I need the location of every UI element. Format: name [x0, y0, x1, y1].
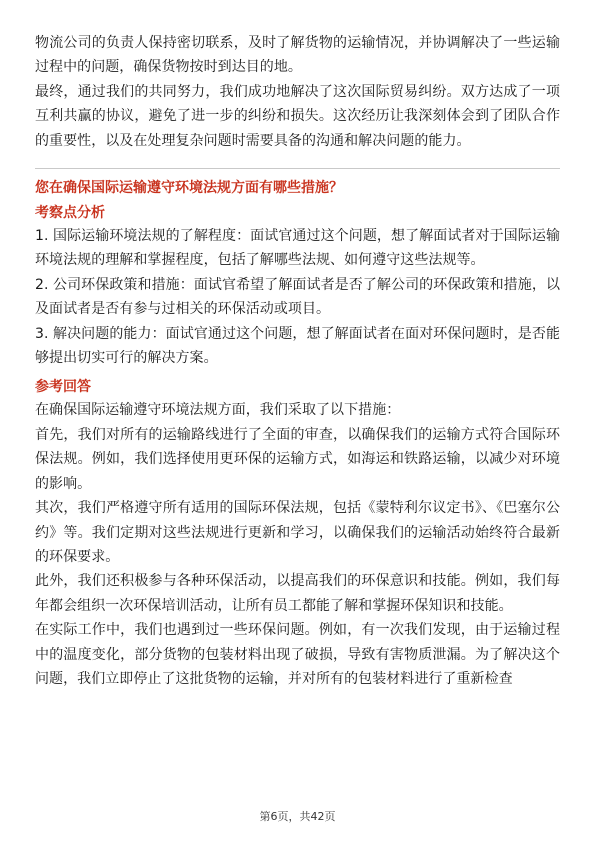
answer-paragraph-5: 在实际工作中，我们也遇到过一些环保问题。例如，有一次我们发现，由于运输过程中的温度变化，部分货物的包装材料出现了破损，导致有害物质泄漏。为了解决这个问题，我们立即停止了这批货物的运输，并对所有的包装材料进行了重新检查	[35, 622, 560, 687]
answer-paragraph-3: 其次，我们严格遵守所有适用的国际环保法规，包括《蒙特利尔议定书》、《巴塞尔公约》等。我们定期对这些法规进行更新和学习，以确保我们的运输活动始终符合最新的环保要求。	[35, 500, 560, 565]
question-heading: 您在确保国际运输遵守环境法规方面有哪些措施？	[35, 180, 343, 197]
analysis-point-3: 3. 解决问题的能力：面试官通过这个问题，想了解面试者在面对环保问题时，是否能够提出切实可行的解决方案。	[35, 325, 560, 367]
intro-paragraph-1: 物流公司的负责人保持密切联系，及时了解货物的运输情况，并协调解决了一些运输过程中的问题，确保货物按时到达目的地。	[35, 35, 560, 76]
answer-paragraph-4: 此外，我们还积极参与各种环保活动，以提高我们的环保意识和技能。例如，我们每年都会组织一次环保培训活动，让所有员工都能了解和掌握环保知识和技能。	[35, 573, 560, 614]
intro-paragraph-2: 最终，通过我们的共同努力，我们成功地解决了这次国际贸易纠纷。双方达成了一项互利共赢的协议，避免了进一步的纠纷和损失。这次经历让我深刻体会到了团队合作的重要性，以及在处理复杂问题时需要具备的沟通和解决问题的能力。	[35, 83, 560, 149]
section-divider	[35, 168, 560, 169]
analysis-title: 考察点分析	[35, 205, 105, 222]
page-content	[35, 31, 560, 691]
analysis-point-1: 1. 国际运输环境法规的了解程度：面试官通过这个问题，想了解面试者对于国际运输环境法规的理解和掌握程度，包括了解哪些法规、如何遵守这些法规等。	[35, 228, 560, 269]
answer-paragraph-1: 在确保国际运输遵守环境法规方面，我们采取了以下措施：	[35, 402, 401, 419]
answer-paragraph-2: 首先，我们对所有的运输路线进行了全面的审查，以确保我们的运输方式符合国际环保法规。例如，我们选择使用更环保的运输方式，如海运和铁路运输，以减少对环境的影响。	[35, 426, 560, 492]
page-footer: 第6页，共42页	[259, 810, 336, 823]
analysis-point-2: 2. 公司环保政策和措施：面试官希望了解面试者是否了解公司的环保政策和措施，以及面试者是否有参与过相关的环保活动或项目。	[35, 276, 560, 318]
answer-title: 参考回答	[35, 379, 91, 396]
